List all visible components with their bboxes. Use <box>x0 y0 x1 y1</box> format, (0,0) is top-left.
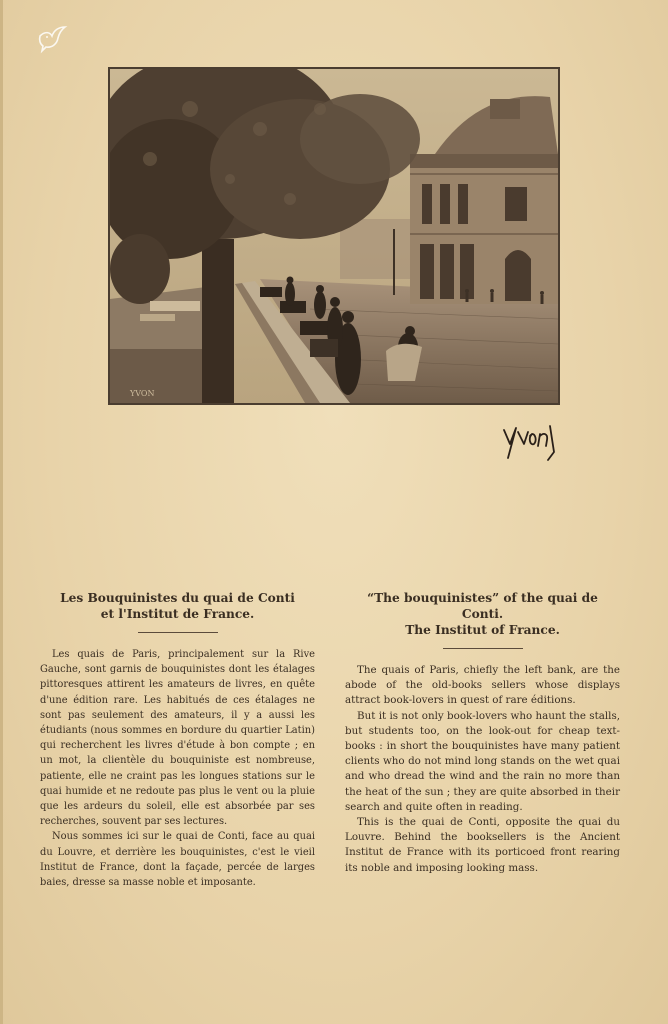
french-paragraph: Nous sommes ici sur le quai de Conti, face au quai du Louvre, et derrière les bouquinistes, c'est le vieil Institut de France, dont la façade, percée de larges baies, dresse sa masse noble et imposante. <box>40 831 315 889</box>
french-column <box>40 590 315 890</box>
english-title-line2: The Institut of France. <box>405 623 560 637</box>
english-title <box>345 590 620 638</box>
yvon-signature <box>500 418 562 462</box>
english-paragraph: The quais of Paris, chiefly the left bank, are the abode of the old-books sellers whose displays attract book-lovers in quest of rare éditions. <box>345 664 620 707</box>
english-paragraph: This is the quai de Conti, opposite the quai du Louvre. Behind the booksellers is the Ancient Institut de France with its porticoed front rearing its noble and imposing looking mass. <box>345 816 620 874</box>
photograph <box>108 67 560 405</box>
english-paragraph: But it is not only book-lovers who haunt the stalls, but students too, on the look-out for cheap text-books : in short the bouquinistes have many patient clients who do not mind long stands on the wet quai and who dread the wind and the rain no more than the heat of the sun ; they are quite absorbed in their search and quite often in reading. <box>345 709 620 813</box>
title-divider <box>138 632 218 633</box>
quay-scene <box>110 69 558 403</box>
english-column <box>345 590 620 876</box>
french-title <box>40 590 315 622</box>
paper-edge <box>0 0 3 1024</box>
french-title-line1: Les Bouquinistes du quai de Conti <box>60 591 295 605</box>
french-paragraph: Les quais de Paris, principalement sur la Rive Gauche, sont garnis de bouquinistes dont les étalages pittoresques attirent les amateurs de livres, en quête d'une édition rare. Les habitués de ces étalages ne sont pas seulement des amateurs, il y a aussi les étudiants (nous sommes en bordure du quartier Latin) qui recherchent les livres d'étude à bon compte ; en un mot, la clientèle du bouquiniste est nombreuse, patiente, elle ne craint pas les longues stations sur le quai humide et ne redoute pas plus le vent ou la pluie que les ardeurs du soleil, elle est absorbée par ses recherches, souvent par ses lectures. <box>40 649 315 828</box>
english-title-line1: “The bouquinistes” of the quai de Conti. <box>367 591 598 621</box>
photo-credit: YVON <box>130 389 155 398</box>
french-title-line2: et l'Institut de France. <box>100 607 255 621</box>
dove-icon <box>36 22 68 54</box>
title-divider <box>443 648 523 649</box>
